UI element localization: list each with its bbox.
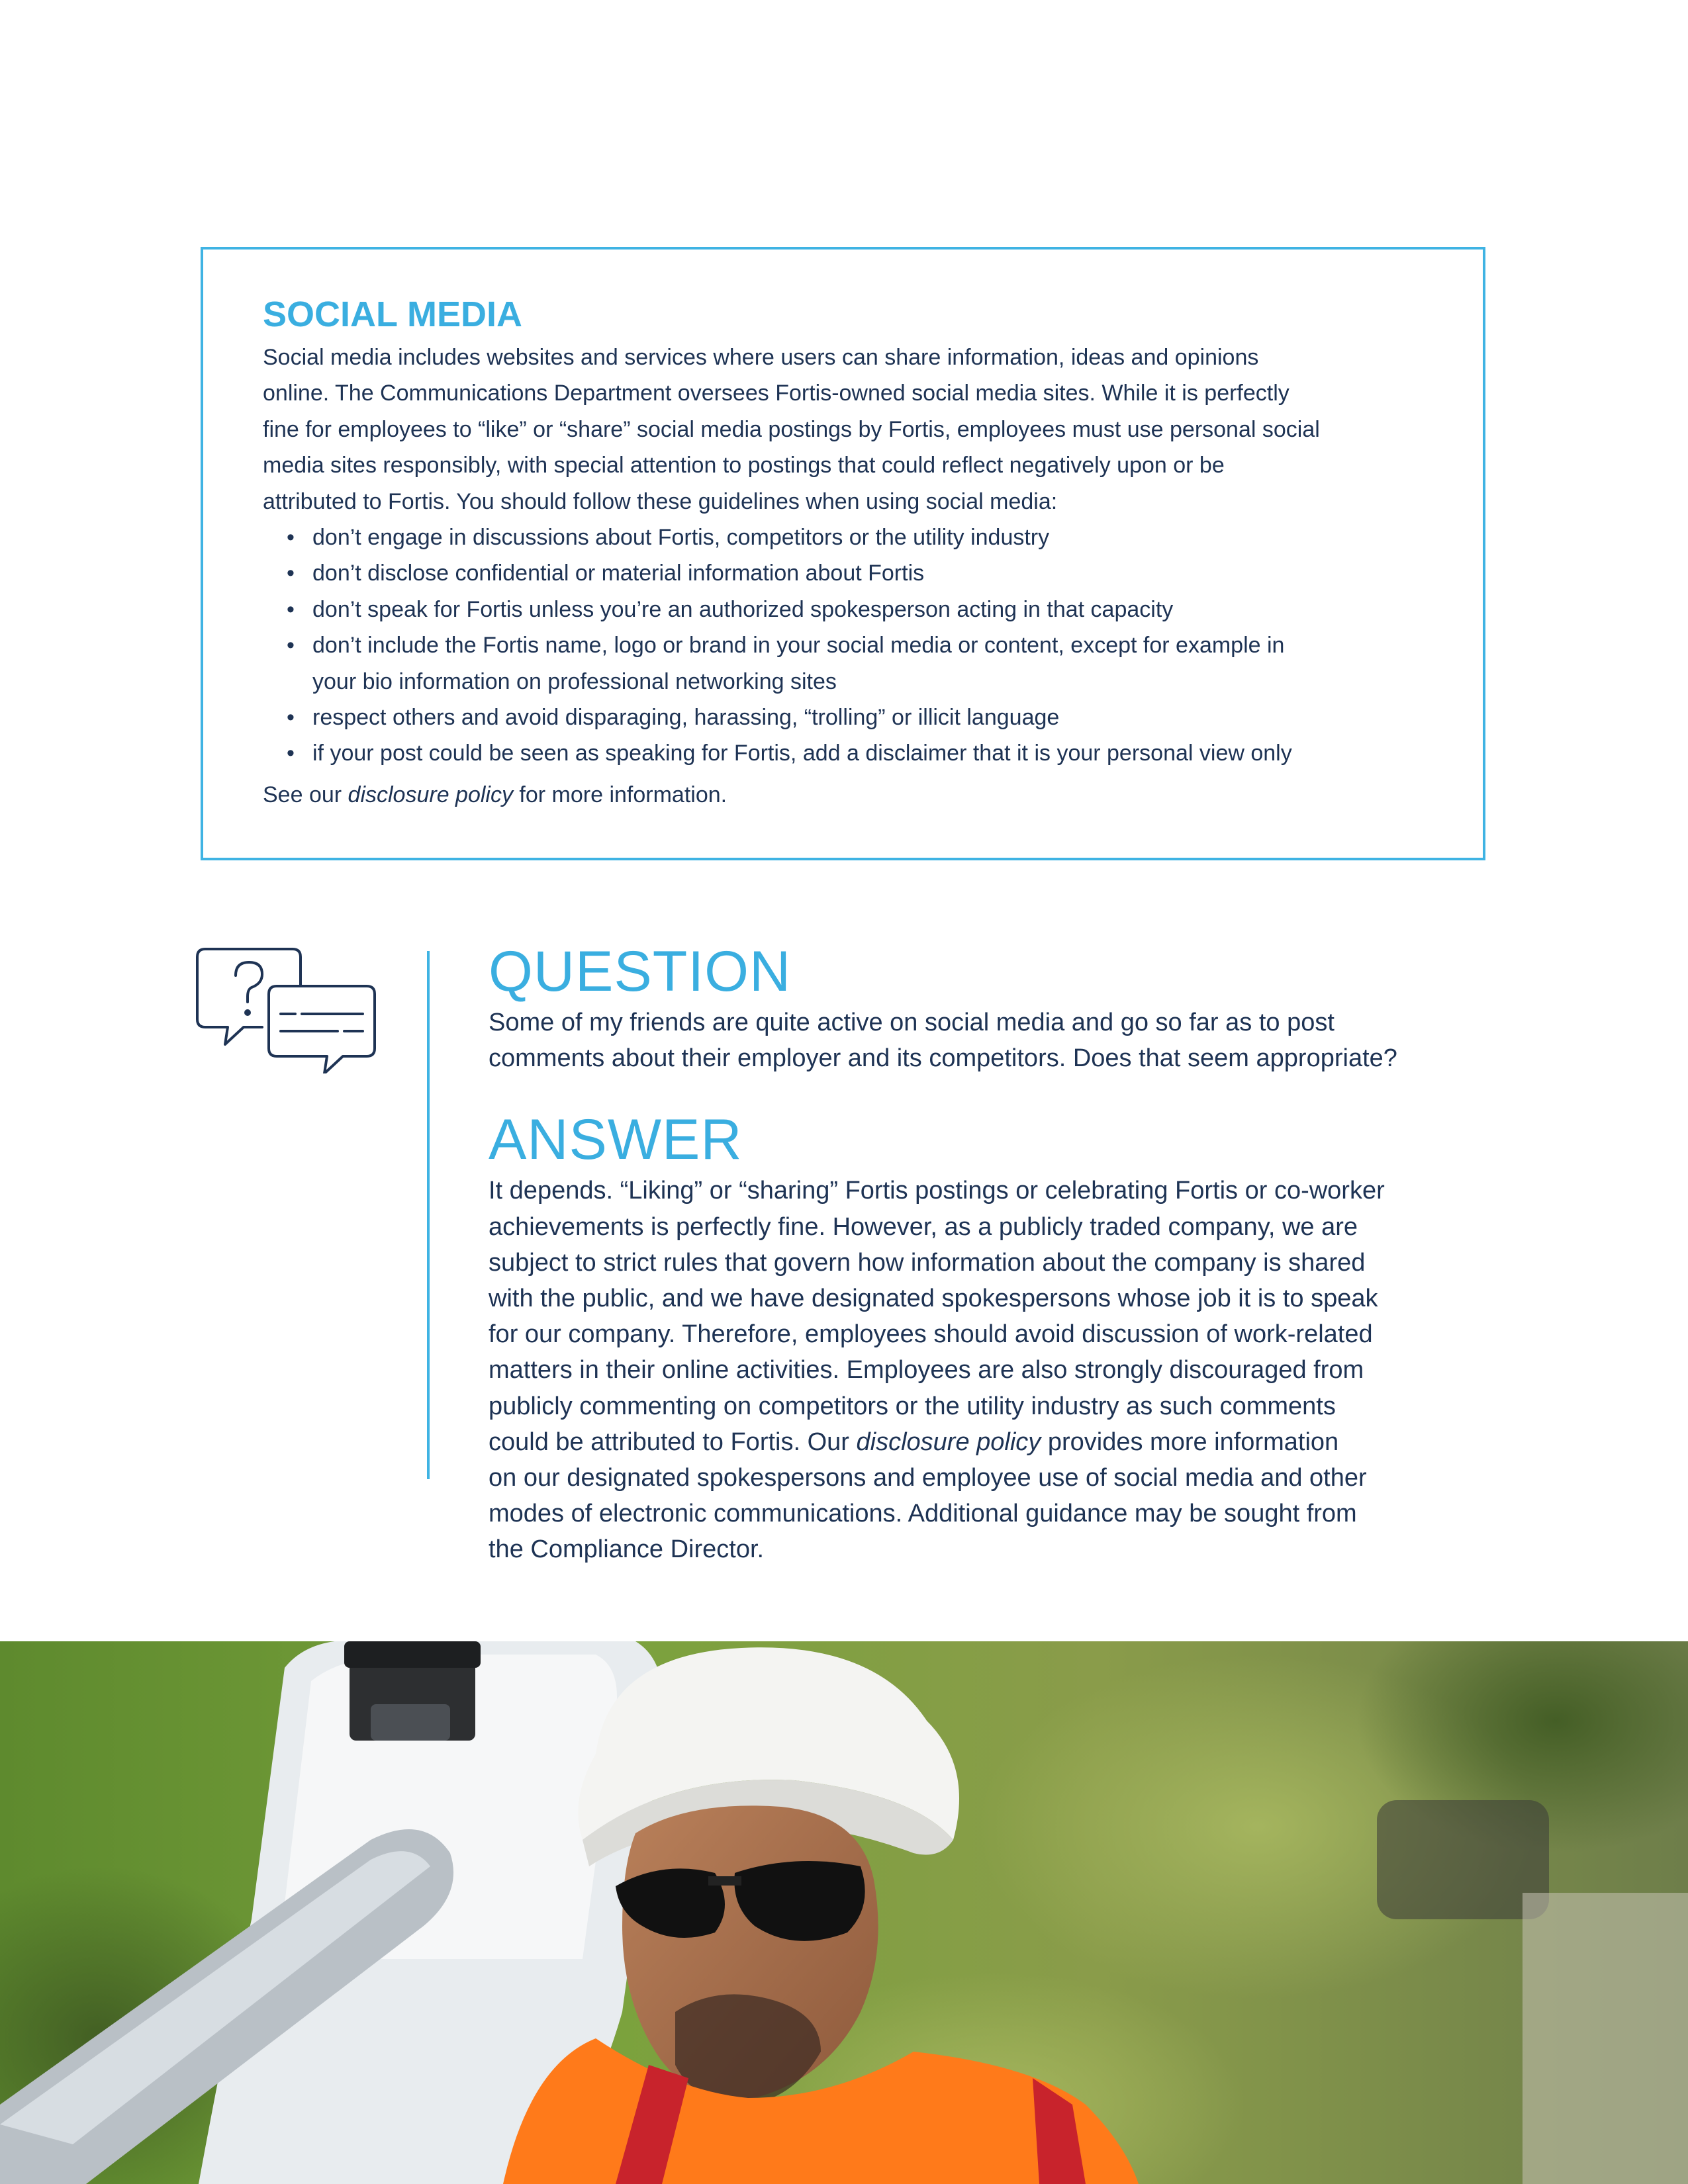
answer-line: It depends. “Liking” or “sharing” Fortis postings or celebrating Fortis or co-worker (489, 1177, 1385, 1205)
guideline-item: • don’t speak for Fortis unless you’re an authorized spokesperson acting in that capacity (263, 592, 1441, 627)
disclosure-policy-link[interactable]: disclosure policy (348, 782, 513, 807)
guideline-item: • if your post could be seen as speaking for Fortis, add a disclaimer that it is your personal view only (263, 735, 1441, 771)
answer-line: achievements is perfectly fine. However, as a publicly traded company, we are (489, 1212, 1358, 1241)
answer-line: could be attributed to Fortis. Our disclosure policy provides more information (489, 1428, 1339, 1456)
answer-line: for our company. Therefore, employees should avoid discussion of work-related (489, 1320, 1373, 1349)
social-media-intro-line: online. The Communications Department oversees Fortis-owned social media sites. While it is perfectly (263, 381, 1289, 406)
chat-bubbles-question-icon (196, 948, 378, 1073)
worker-photo-illustration (0, 1641, 1688, 2184)
answer-line: subject to strict rules that govern how information about the company is shared (489, 1248, 1366, 1277)
worker-photo (0, 1641, 1688, 2184)
social-media-text (263, 340, 1441, 813)
answer-line: on our designated spokespersons and employee use of social media and other (489, 1464, 1367, 1492)
guideline-item: • don’t disclose confidential or material information about Fortis (263, 555, 1441, 591)
answer-line: matters in their online activities. Employees are also strongly discouraged from (489, 1356, 1364, 1385)
answer-heading: ANSWER (489, 1108, 743, 1172)
social-media-footer: See our disclosure policy for more information. (263, 782, 727, 807)
social-media-intro-line: fine for employees to “like” or “share” social media postings by Fortis, employees must use personal social (263, 416, 1320, 442)
qa-section (489, 938, 1521, 1568)
qa-divider (427, 951, 430, 1479)
answer-line: modes of electronic communications. Additional guidance may be sought from (489, 1500, 1357, 1528)
guideline-item: • respect others and avoid disparaging, harassing, “trolling” or illicit language (263, 700, 1441, 735)
social-media-intro-line: attributed to Fortis. You should follow these guidelines when using social media: (263, 488, 1058, 514)
social-media-intro-line: media sites responsibly, with special attention to postings that could reflect negatively upon or be (263, 453, 1225, 478)
answer-line: with the public, and we have designated spokespersons whose job it is to speak (489, 1285, 1378, 1313)
social-media-title: SOCIAL MEDIA (263, 295, 523, 334)
guidelines-list (263, 520, 1441, 772)
question-heading: QUESTION (489, 940, 792, 1003)
question-line: comments about their employer and its competitors. Does that seem appropriate? (489, 1044, 1397, 1073)
answer-line: the Compliance Director. (489, 1535, 765, 1564)
question-line: Some of my friends are quite active on social media and go so far as to post (489, 1009, 1335, 1036)
social-media-box (201, 247, 1485, 860)
guideline-item: • don’t engage in discussions about Fortis, competitors or the utility industry (263, 520, 1441, 555)
answer-line: publicly commenting on competitors or the utility industry as such comments (489, 1392, 1336, 1420)
disclosure-policy-link[interactable]: disclosure policy (856, 1428, 1041, 1456)
guideline-item: • don’t include the Fortis name, logo or brand in your social media or content, except for example in your bio information on professional networking sites (263, 627, 1441, 700)
social-media-intro-line: Social media includes websites and services where users can share information, ideas and opinions (263, 345, 1259, 370)
